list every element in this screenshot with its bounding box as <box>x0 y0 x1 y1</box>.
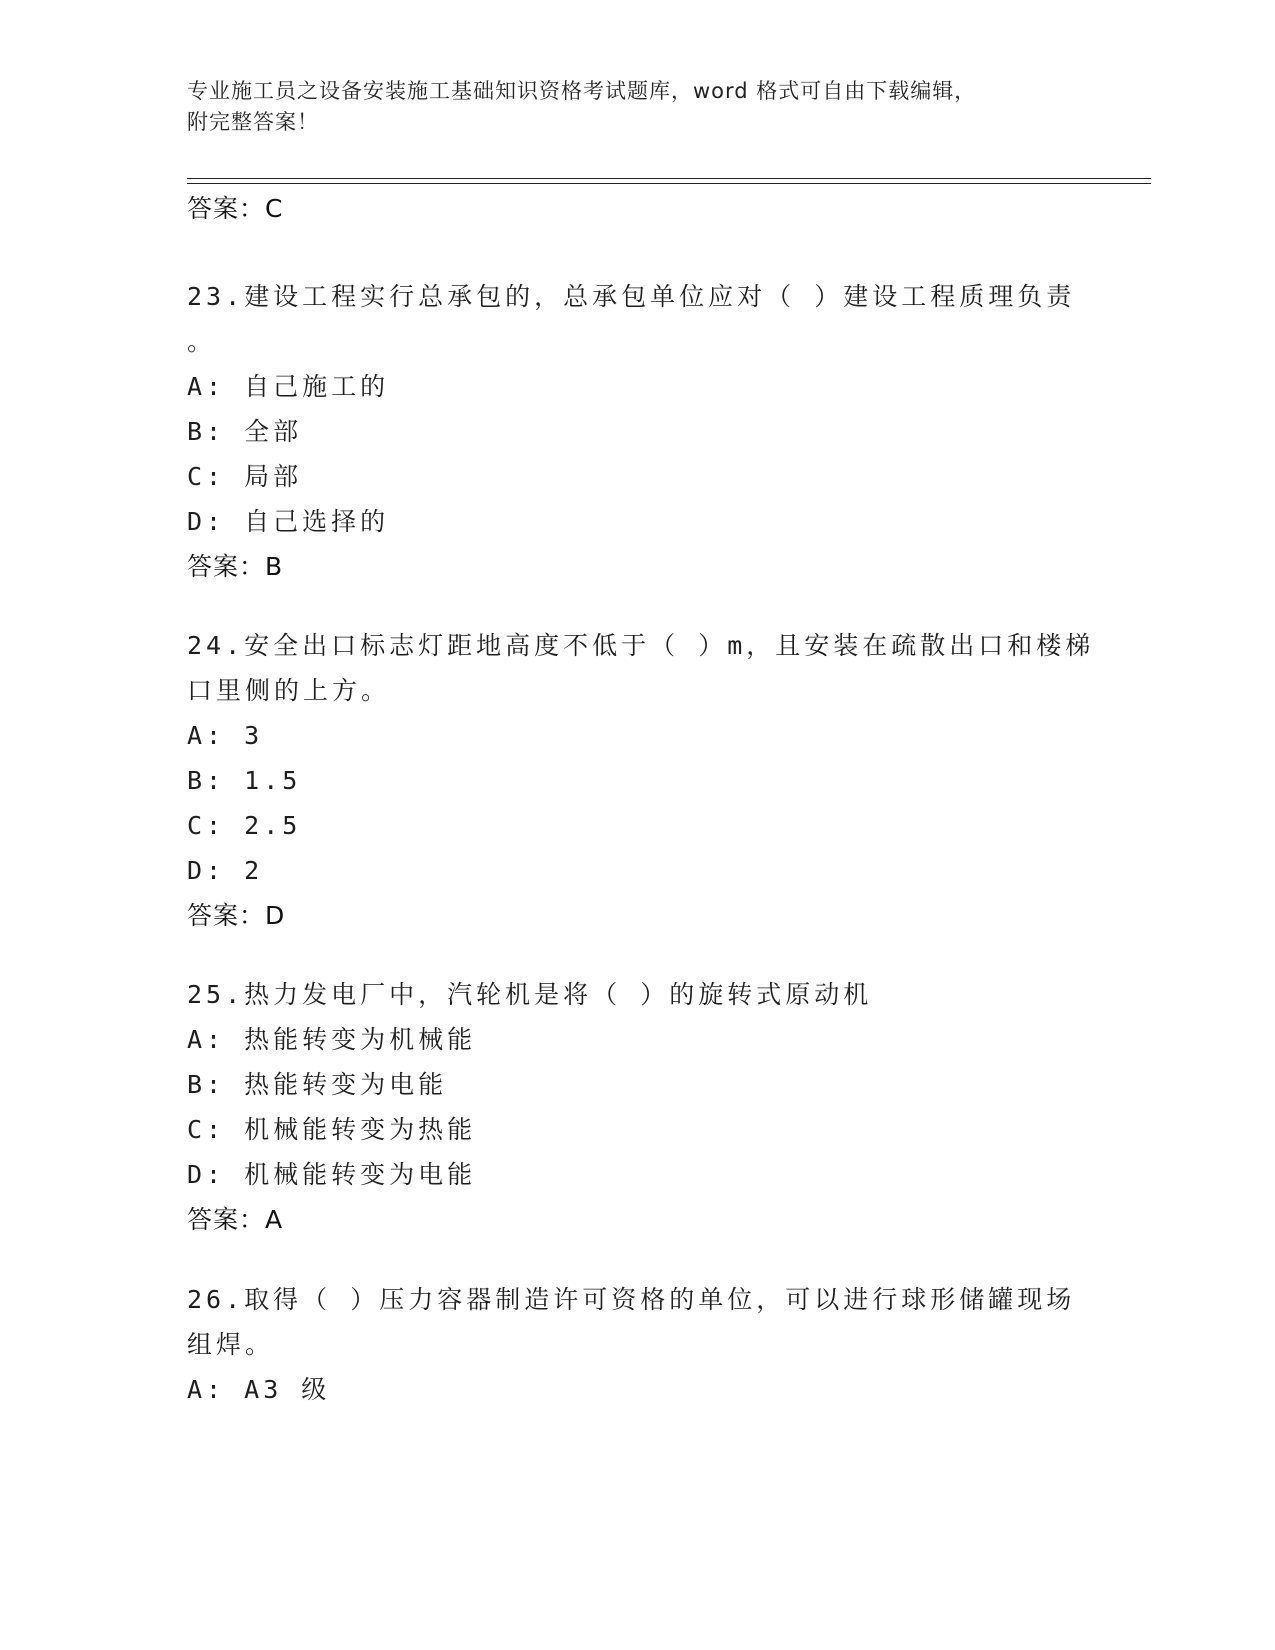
question-text: 23.建设工程实行总承包的，总承包单位应对（ ）建设工程质理负责 <box>187 282 1076 311</box>
option-b: B: 热能转变为电能 <box>187 1070 448 1099</box>
option-a: A: 热能转变为机械能 <box>187 1025 477 1054</box>
document-header <box>187 76 1087 138</box>
header-divider-top <box>187 178 1151 179</box>
option-d: D: 机械能转变为电能 <box>187 1160 477 1189</box>
question-text-continued: 口里侧的上方。 <box>187 676 391 705</box>
question-23 <box>187 274 1087 589</box>
header-divider-bottom <box>187 183 1151 184</box>
header-line-1: 专业施工员之设备安装施工基础知识资格考试题库，word 格式可自由下载编辑， <box>187 79 977 103</box>
answer-line: 答案：C <box>187 194 284 223</box>
option-c: C: 2.5 <box>187 811 302 840</box>
option-b: B: 1.5 <box>187 766 302 795</box>
option-b: B: 全部 <box>187 417 303 446</box>
answer-line: 答案：B <box>187 552 284 581</box>
previous-answer-block <box>187 186 1087 231</box>
question-24 <box>187 623 1095 938</box>
answer-line: 答案：D <box>187 901 286 930</box>
option-a: A: 自己施工的 <box>187 372 390 401</box>
question-26 <box>187 1277 1087 1412</box>
option-a: A: 3 <box>187 721 264 750</box>
question-text: 25.热力发电厂中，汽轮机是将（ ）的旋转式原动机 <box>187 980 873 1009</box>
question-text-continued: 。 <box>187 327 217 356</box>
question-text: 24.安全出口标志灯距地高度不低于（ ）m，且安装在疏散出口和楼梯 <box>187 631 1095 660</box>
option-a: A: A3 级 <box>187 1375 331 1404</box>
option-d: D: 2 <box>187 856 264 885</box>
option-c: C: 机械能转变为热能 <box>187 1115 477 1144</box>
header-line-2: 附完整答案！ <box>187 110 319 134</box>
option-c: C: 局部 <box>187 462 303 491</box>
question-text: 26.取得（ ）压力容器制造许可资格的单位，可以进行球形储罐现场 <box>187 1285 1076 1314</box>
option-d: D: 自己选择的 <box>187 507 390 536</box>
question-25 <box>187 972 1087 1242</box>
question-text-continued: 组焊。 <box>187 1330 275 1359</box>
answer-line: 答案：A <box>187 1205 284 1234</box>
